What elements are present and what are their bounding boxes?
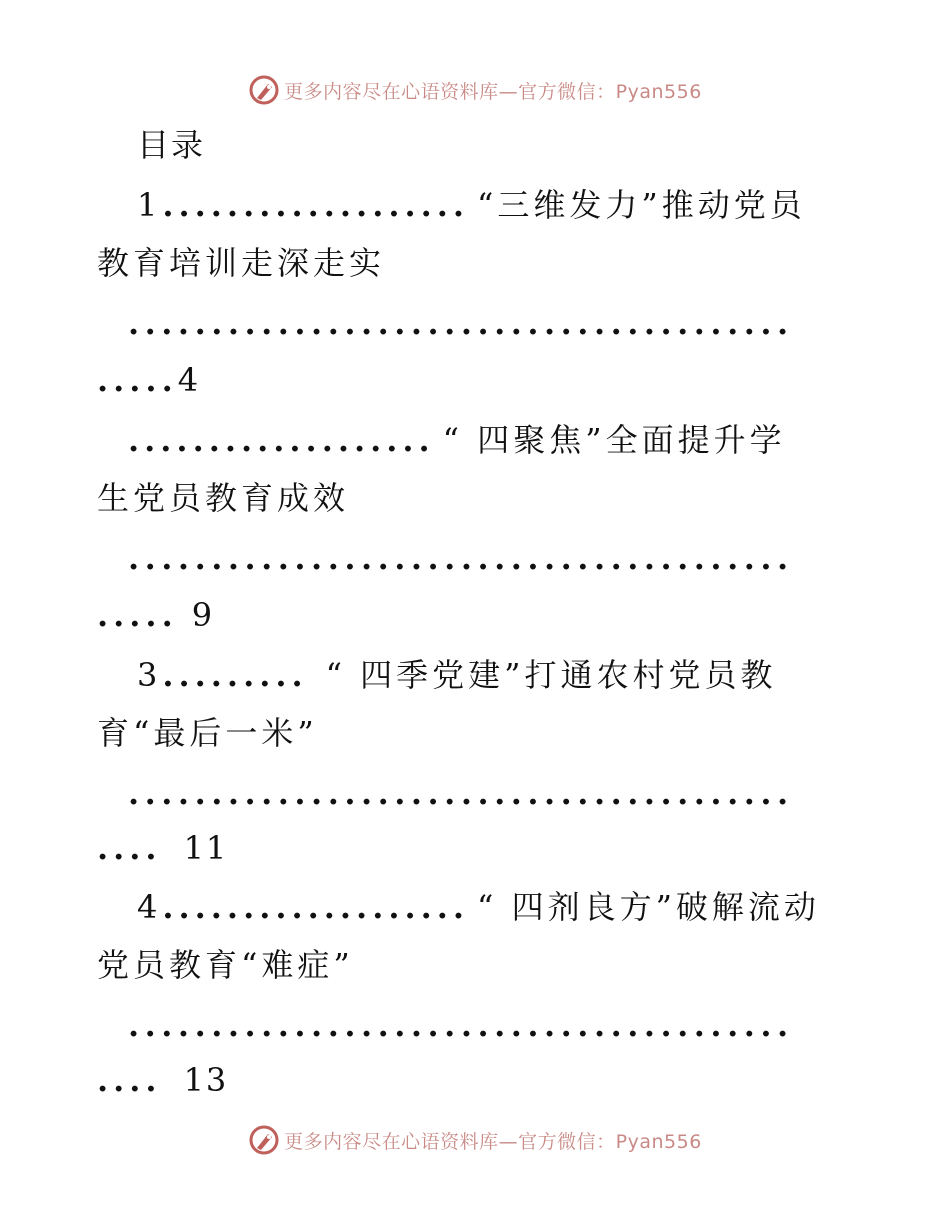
toc-entry-1-dots: ........................................ [128, 304, 794, 342]
footer-watermark [0, 1120, 950, 1160]
leader-dots: ................... [128, 421, 435, 459]
entry-number: 3 [137, 656, 163, 694]
page-number: 9 [191, 596, 215, 634]
leader-dots: ..... [97, 596, 178, 634]
toc-entry-4-dots: ........................................ [128, 1006, 794, 1044]
entry-title: “ 四季党建”打通农村党员教 [325, 656, 777, 694]
leader-dots: ......... [162, 656, 308, 694]
pen-nib-logo-icon [248, 74, 280, 106]
entry-number: 1 [137, 186, 163, 224]
toc-entry-1-page-line [97, 360, 200, 400]
leader-dots: .... [97, 829, 162, 867]
toc-entry-2-dots: ........................................ [128, 539, 794, 577]
entry-number: 4 [137, 888, 163, 926]
page-number: 11 [183, 829, 229, 867]
page-number: 4 [177, 361, 201, 399]
toc-entry-4-title[interactable] [137, 887, 820, 927]
leader-dots: ................... [162, 888, 470, 926]
entry-title: “ 四聚焦”全面提升学 [442, 421, 786, 459]
toc-entry-4-title-cont: 党员教育“难症” [97, 946, 354, 984]
toc-entry-1-title-cont: 教育培训走深走实 [97, 244, 386, 282]
header-watermark [0, 70, 950, 110]
toc-heading: 目录 [137, 126, 206, 164]
pen-nib-logo-icon [248, 1124, 280, 1156]
toc-entry-3-title[interactable] [137, 655, 777, 695]
toc-entry-3-title-cont: 育“最后一米” [97, 714, 318, 752]
toc-entry-2-page-line [97, 595, 214, 635]
toc-entry-4-page-line [97, 1060, 228, 1100]
toc-entry-2-title-cont: 生党员教育成效 [97, 479, 350, 517]
watermark-text: 更多内容尽在心语资料库—官方微信：Pyan556 [284, 80, 702, 103]
entry-title: “ 四剂良方”破解流动 [477, 888, 820, 926]
leader-dots: ..... [97, 361, 178, 399]
toc-entry-3-dots: ........................................ [128, 774, 794, 812]
page-number: 13 [183, 1061, 229, 1099]
leader-dots: ................... [162, 186, 470, 224]
toc-entry-1-title[interactable] [137, 185, 806, 225]
leader-dots: .... [97, 1061, 162, 1099]
watermark-text: 更多内容尽在心语资料库—官方微信：Pyan556 [284, 1130, 702, 1153]
toc-entry-2-title[interactable] [128, 420, 786, 460]
entry-title: “三维发力”推动党员 [477, 186, 806, 224]
toc-entry-3-page-line [97, 828, 228, 868]
